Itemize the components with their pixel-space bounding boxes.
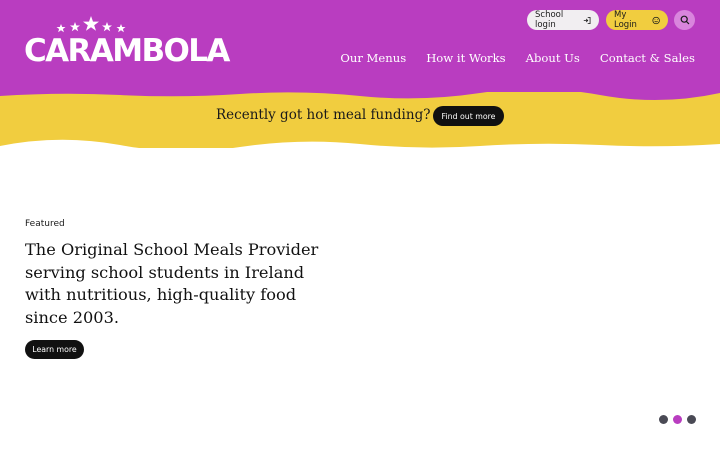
learn-more-button[interactable]: Learn more <box>25 340 84 359</box>
carambola-logo[interactable] <box>24 16 229 70</box>
nav-our-menus[interactable]: Our Menus <box>340 51 407 65</box>
logo-wordmark: CARAMBOLA <box>24 33 229 69</box>
hero-headline: The Original School Meals Provider serving school students in Ireland with nutritious, high-quality food since 2003. <box>25 240 319 327</box>
site-header <box>0 0 720 104</box>
search-button[interactable] <box>674 10 695 30</box>
login-arrow-icon <box>583 16 591 25</box>
school-login-button[interactable] <box>527 10 599 30</box>
my-login-label: My Login <box>614 10 637 30</box>
find-out-more-button[interactable]: Find out more <box>433 106 504 126</box>
carousel-dot[interactable] <box>687 415 696 424</box>
nav-how-it-works[interactable]: How it Works <box>426 51 506 65</box>
search-icon <box>680 15 690 25</box>
logo-stars-icon <box>56 16 126 34</box>
my-login-button[interactable] <box>606 10 668 30</box>
nav-about-us[interactable]: About Us <box>525 51 580 65</box>
featured-tag: Featured <box>25 219 65 229</box>
smiley-icon <box>652 16 660 25</box>
main-nav <box>340 51 695 65</box>
carousel-dots <box>659 415 696 424</box>
carousel-dot-active[interactable] <box>673 415 682 424</box>
nav-contact-sales[interactable]: Contact & Sales <box>599 51 695 65</box>
banner-text: Recently got hot meal funding? <box>216 107 431 123</box>
carousel-dot[interactable] <box>659 415 668 424</box>
school-login-label: School login <box>535 10 564 30</box>
